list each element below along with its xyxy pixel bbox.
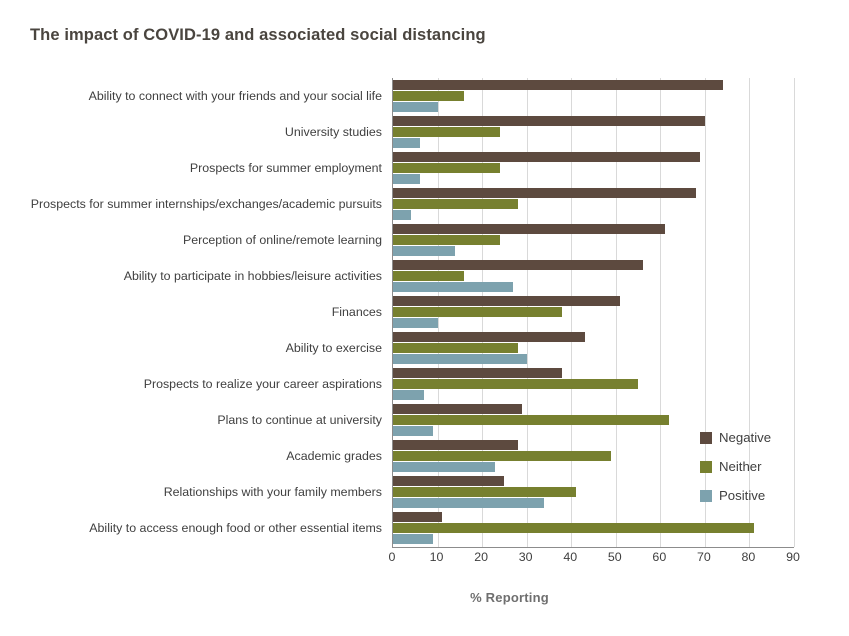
bar-group bbox=[393, 368, 794, 400]
bar-positive bbox=[393, 498, 544, 508]
bar-neither bbox=[393, 199, 518, 209]
bar-group bbox=[393, 296, 794, 328]
category-label: Ability to connect with your friends and your social life bbox=[88, 89, 382, 103]
chart-title: The impact of COVID-19 and associated social distancing bbox=[30, 26, 486, 44]
bar-neither bbox=[393, 523, 754, 533]
category-label: Prospects for summer internships/exchanges/academic pursuits bbox=[30, 197, 382, 211]
x-tick-label: 20 bbox=[474, 550, 489, 564]
bar-positive bbox=[393, 282, 513, 292]
bar-positive bbox=[393, 138, 420, 148]
category-label: Ability to access enough food or other essential items bbox=[89, 521, 382, 535]
x-tick-label: 40 bbox=[563, 550, 578, 564]
x-tick-label: 30 bbox=[518, 550, 533, 564]
bar-positive bbox=[393, 318, 438, 328]
bar-negative bbox=[393, 116, 705, 126]
bar-negative bbox=[393, 476, 504, 486]
chart-plot-wrapper bbox=[0, 70, 849, 605]
bar-positive bbox=[393, 210, 411, 220]
x-tick-label: 0 bbox=[388, 550, 396, 564]
x-tick-label: 10 bbox=[429, 550, 444, 564]
bar-positive bbox=[393, 246, 455, 256]
bar-neither bbox=[393, 307, 562, 317]
x-tick-label: 70 bbox=[696, 550, 711, 564]
bar-neither bbox=[393, 271, 464, 281]
category-label: Finances bbox=[331, 305, 382, 319]
bar-positive bbox=[393, 534, 433, 544]
category-label: University studies bbox=[284, 125, 382, 139]
x-tick-label: 60 bbox=[652, 550, 667, 564]
x-tick-label: 90 bbox=[786, 550, 800, 564]
bar-neither bbox=[393, 127, 500, 137]
legend-item bbox=[700, 488, 771, 503]
bar-neither bbox=[393, 451, 611, 461]
bar-negative bbox=[393, 224, 665, 234]
bar-positive bbox=[393, 102, 438, 112]
x-axis-title-text: % Reporting bbox=[470, 590, 549, 605]
category-label: Ability to exercise bbox=[285, 341, 382, 355]
category-axis-labels bbox=[0, 70, 390, 548]
bar-group bbox=[393, 152, 794, 184]
bar-negative bbox=[393, 188, 696, 198]
legend-label: Neither bbox=[719, 459, 762, 474]
legend-item bbox=[700, 459, 771, 474]
x-axis-ticks bbox=[388, 550, 800, 570]
bar-group bbox=[393, 188, 794, 220]
bar-negative bbox=[393, 404, 522, 414]
bar-neither bbox=[393, 163, 500, 173]
legend-item bbox=[700, 430, 771, 445]
bar-positive bbox=[393, 174, 420, 184]
bar-negative bbox=[393, 80, 723, 90]
bar-positive bbox=[393, 354, 527, 364]
bar-negative bbox=[393, 368, 562, 378]
legend-swatch-icon bbox=[700, 461, 712, 473]
legend-label: Negative bbox=[719, 430, 772, 445]
x-tick-label: 80 bbox=[741, 550, 756, 564]
legend-swatch-icon bbox=[700, 432, 712, 444]
bar-negative bbox=[393, 296, 620, 306]
bar-negative bbox=[393, 260, 643, 270]
category-label: Prospects for summer employment bbox=[189, 161, 382, 175]
bar-positive bbox=[393, 426, 433, 436]
bar-neither bbox=[393, 415, 669, 425]
legend-swatch-icon bbox=[700, 490, 712, 502]
bar-negative bbox=[393, 332, 585, 342]
bar-neither bbox=[393, 343, 518, 353]
bar-group bbox=[393, 116, 794, 148]
bar-neither bbox=[393, 379, 638, 389]
category-label: Prospects to realize your career aspirations bbox=[143, 377, 382, 391]
category-label: Perception of online/remote learning bbox=[182, 233, 382, 247]
bar-neither bbox=[393, 91, 464, 101]
bar-group bbox=[393, 224, 794, 256]
gridline bbox=[794, 78, 795, 547]
bar-group bbox=[393, 332, 794, 364]
category-label: Relationships with your family members bbox=[163, 485, 382, 499]
bar-positive bbox=[393, 390, 424, 400]
bar-group bbox=[393, 80, 794, 112]
x-tick-label: 50 bbox=[607, 550, 622, 564]
x-axis-title bbox=[0, 590, 849, 605]
chart-legend bbox=[700, 430, 771, 517]
bar-negative bbox=[393, 512, 442, 522]
bar-positive bbox=[393, 462, 495, 472]
legend-label: Positive bbox=[719, 488, 766, 503]
category-label: Plans to continue at university bbox=[217, 413, 382, 427]
category-label: Academic grades bbox=[286, 449, 382, 463]
bar-neither bbox=[393, 235, 500, 245]
bar-neither bbox=[393, 487, 576, 497]
bar-negative bbox=[393, 440, 518, 450]
bar-group bbox=[393, 260, 794, 292]
bar-negative bbox=[393, 152, 700, 162]
category-label: Ability to participate in hobbies/leisure activities bbox=[123, 269, 382, 283]
